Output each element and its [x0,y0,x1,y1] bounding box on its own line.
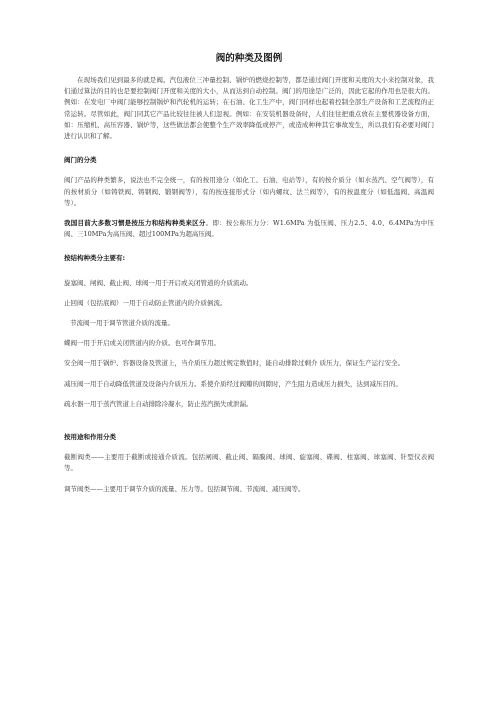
document-page [64,50,434,495]
list-item: 截断阀类——主要用于截断或接通介质流。包括闸阀、截止阀、隔膜阀、球阀、旋塞阀、碟阀、柱塞阀、球塞阀、针型仪表阀等。 [64,453,434,473]
classification-paragraph: 阀门产品的种类繁多，说法也不完全统一，有的按用途分（如化工、石油、电站等），有的按介质分（如水蒸汽、空气阀等），有的按材质分（如铸铁阀、铸钢阀、锻钢阀等），有的按连接形式分（如内螺纹、法兰阀等），有的按温度分（如低温阀、高温阀等）。 [64,176,434,207]
list-item: 节流阀一用于调节管道介质的流量。 [70,319,174,328]
section-heading-classification: 阀门的分类 [64,156,97,165]
list-item: 止回阀（包括底阀）一用于自动防止管道内的介质倒流。 [64,298,227,307]
intro-paragraph: 在现场我们见到最多的就是阀。汽包液位三冲量控制、锅炉的燃烧控制等，都是通过阀门开度和关度的大小来控制对象，我们通过算法的目的也是要控制阀门开度和关度的大小，从而达到自动控制。阀门的用途是广泛的，因此它起的作用也是很大的。例如：在发电厂中阀门能够控制锅炉和汽轮机的运转；在石油、化工生产中，阀门同样也起着控制全部生产设备和工艺流程的正常运转。尽管如此，阀门同其它产品比较往往被人们忽视。例如：在安装机器设备时，人们往往把重点放在主要机器设备方面，如：压缩机、高压容器、锅炉等，这些做法都会使整个生产效率降低或停产，或造成种种其它事故发生，所以我们有必要对阀门进行认识和了解。 [64,76,434,141]
list-item: 旋塞阀、闸阀、截止阀、球阀一用于开启或关闭管道的介质流动。 [64,278,253,287]
pressure-paragraph [64,218,434,240]
page-title: 阀的种类及图例 [215,53,283,64]
list-item: 蝶阀一用于开启或关闭管道内的介质。也可作调节用。 [64,339,220,348]
section-heading-structure: 按结构种类分主要有: [64,254,126,263]
list-item: 疏水器一用于蒸汽管道上自动排除冷凝水，防止蒸汽损失或泄漏。 [64,399,253,408]
list-item: 调节阀类——主要用于调节介质的流量、压力等。包括调节阀、节流阀、减压阀等。 [64,484,305,493]
pressure-text: 。即：按公称压力分：W1.6MPa 为低压阀、压力2.5、4.0、6.4MPa为中压阀、三10MPa为高压阀、超过100MPa为超高压阀。 [64,219,435,239]
pressure-bold-text: 我国目前大多数习惯是按压力和结构种类来区分 [64,219,206,228]
section-heading-usage: 按用途和作用分类 [64,433,116,442]
list-item: 减压阀一用于自动降低管道及设备内介质压力。系使介质经过阀瓣的间隙时，产生阻力造成压力损失，达到减压目的。 [64,379,402,388]
list-item: 安全阀一用于锅炉、容器设备及管道上，当介质压力超过规定数值时，能自动排除过剩介 质压力，保证生产运行安全。 [64,359,405,368]
